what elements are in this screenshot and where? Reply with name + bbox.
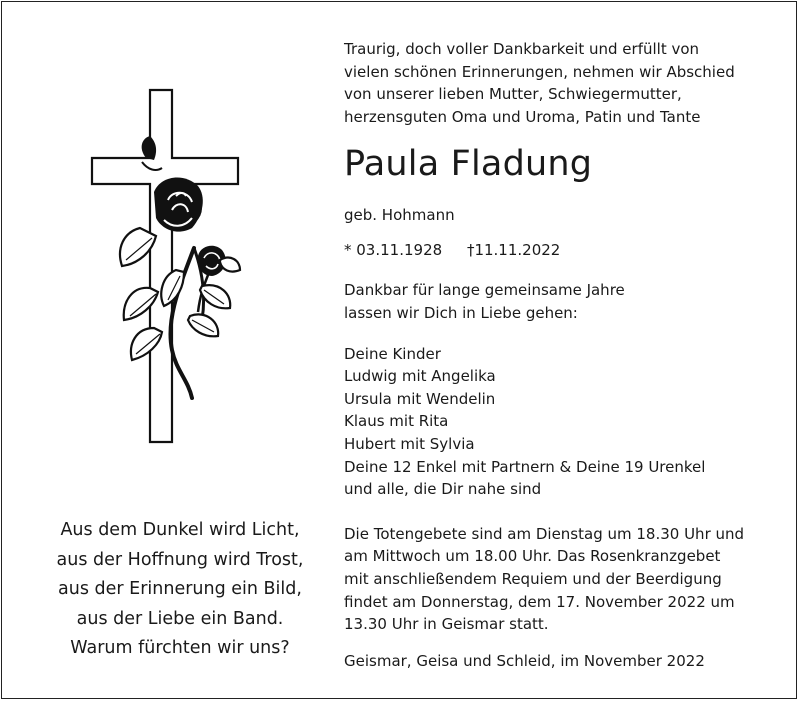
family-line: Ursula mit Wendelin (344, 389, 496, 408)
family-list (344, 343, 784, 501)
thanks-text (344, 279, 784, 324)
service-line: findet am Donnerstag, dem 17. November 2022 um (344, 592, 735, 611)
deceased-name: Paula Fladung (344, 144, 593, 185)
poem-line: aus der Liebe ein Band. (76, 608, 284, 629)
service-line: mit anschließendem Requiem und der Beerdigung (344, 569, 722, 588)
service-line: 13.30 Uhr in Geismar statt. (344, 615, 549, 634)
poem-line: Aus dem Dunkel wird Licht, (60, 520, 300, 540)
intro-line: Traurig, doch voller Dankbarkeit und erfüllt von (344, 40, 700, 58)
family-line: Hubert mit Sylvia (344, 434, 475, 453)
thanks-line: Dankbar für lange gemeinsame Jahre (344, 281, 625, 300)
poem-line: aus der Erinnerung ein Bild, (58, 579, 302, 599)
family-line: Ludwig mit Angelika (344, 367, 496, 386)
birth-name: geb. Hohmann (344, 206, 455, 225)
birth-date: * 03.11.1928 (344, 241, 443, 260)
intro-line: vielen schönen Erinnerungen, nehmen wir Abschied (344, 62, 735, 81)
thanks-line: lassen wir Dich in Liebe gehen: (344, 303, 578, 322)
death-date: †11.11.2022 (466, 241, 561, 260)
intro-line: von unserer lieben Mutter, Schwiegermutter, (344, 85, 682, 104)
service-line: Die Totengebete sind am Dienstag um 18.30 Uhr und (344, 524, 745, 543)
intro-text (344, 38, 784, 128)
place-date: Geismar, Geisa und Schleid, im November 2022 (344, 651, 705, 670)
poem-line: Warum fürchten wir uns? (70, 638, 290, 658)
notice-text (344, 38, 784, 672)
cross-with-roses-icon (80, 80, 250, 465)
family-line: Deine 12 Enkel mit Partnern & Deine 19 Urenkel (344, 457, 706, 476)
family-line: Deine Kinder (344, 344, 441, 363)
intro-line: herzensguten Oma und Uroma, Patin und Tante (344, 107, 701, 126)
service-info (344, 523, 784, 636)
family-line: und alle, die Dir nahe sind (344, 480, 542, 499)
family-line: Klaus mit Rita (344, 412, 449, 431)
service-line: am Mittwoch um 18.00 Uhr. Das Rosenkranzgebet (344, 547, 721, 566)
poem (28, 516, 332, 664)
life-dates (344, 239, 784, 261)
poem-line: aus der Hoffnung wird Trost, (56, 549, 304, 570)
